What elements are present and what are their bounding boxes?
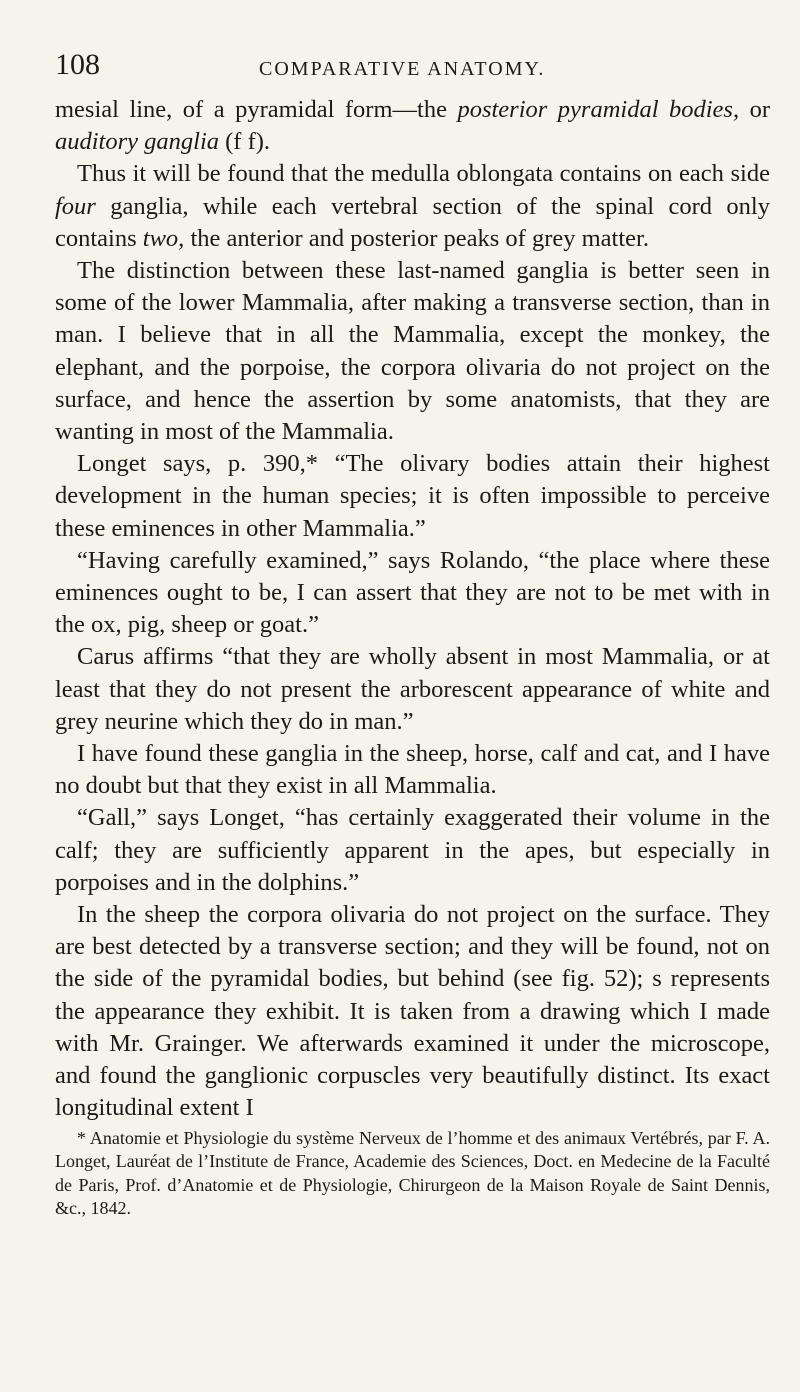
paragraph-2: [55, 158, 770, 255]
body-text: [55, 94, 770, 1125]
page-header: [55, 48, 770, 88]
paragraph-4: Longet says, p. 390,* “The olivary bodies attain their highest development in the human species; it is often impossible to perceive these eminences in other Mammalia.”: [55, 450, 770, 542]
paragraph-7: I have found these ganglia in the sheep, horse, calf and cat, and I have no doubt but that they exist in all Mammalia.: [55, 740, 770, 800]
text-run: ganglia, while each vertebral section of the spinal cord only contains: [55, 192, 770, 252]
italic-term: four: [55, 192, 96, 220]
italic-term: posterior pyramidal bodies,: [457, 96, 740, 123]
italic-term: auditory ganglia: [55, 128, 220, 156]
paragraph-6: Carus affirms “that they are wholly absent in most Mammalia, or at least that they do not present the arborescent appearance of white and grey neurine which they do in man.”: [55, 643, 770, 735]
running-head: COMPARATIVE ANATOMY.: [259, 58, 546, 80]
text-run: mesial line, of a pyramidal form—the: [55, 96, 458, 123]
paragraph-3: The distinction between these last-named ganglia is better seen in some of the lower Mammalia, after making a transverse section, than in man. I believe that in all the Mammalia, except the monkey, the elephant, and the porpoise, the corpora olivaria do not project on the surface, and hence the assertion by some anatomists, that they are wanting in most of the Mammalia.: [55, 257, 770, 446]
text-run: Thus it will be found that the medulla oblongata contains on each side: [77, 160, 770, 188]
paragraph-8: “Gall,” says Longet, “has certainly exaggerated their volume in the calf; they are sufficiently apparent in the apes, but especially in porpoises and in the dolphins.”: [55, 804, 770, 896]
text-run: (f f).: [219, 128, 271, 156]
paragraph-5: “Having carefully examined,” says Rolando, “the place where these eminences ought to be, I can assert that they are not to be met with in the ox, pig, sheep or goat.”: [55, 546, 770, 639]
footnote: * Anatomie et Physiologie du système Nerveux de l’homme et des animaux Vertébrés, par F. A. Longet, Lauréat de l’Institute de France, Academie des Sciences, Doct. en Medecine de la Faculté de Paris, Prof. d’Anatomie et de Physiologie, Chirurgeon de la Maison Royale de Saint Dennis, &c., 1842.: [55, 1127, 770, 1218]
paragraph-1: [55, 94, 770, 158]
italic-term: two,: [142, 224, 185, 252]
paragraph-9: In the sheep the corpora olivaria do not project on the surface. They are best detected by a transverse section; and they will be found, not on the side of the pyramidal bodies, but behind (see fig. 52); s represents the appearance they exhibit. It is taken from a drawing which I made with Mr. Grainger. We afterwards examined it under the microscope, and found the ganglionic corpuscles very beautifully distinct. Its exact longitudinal extent I: [55, 901, 770, 1122]
text-run: the anterior and posterior peaks of grey matter.: [184, 224, 649, 252]
page: [55, 48, 770, 1221]
text-run: or: [739, 96, 770, 123]
page-number: 108: [55, 48, 100, 81]
